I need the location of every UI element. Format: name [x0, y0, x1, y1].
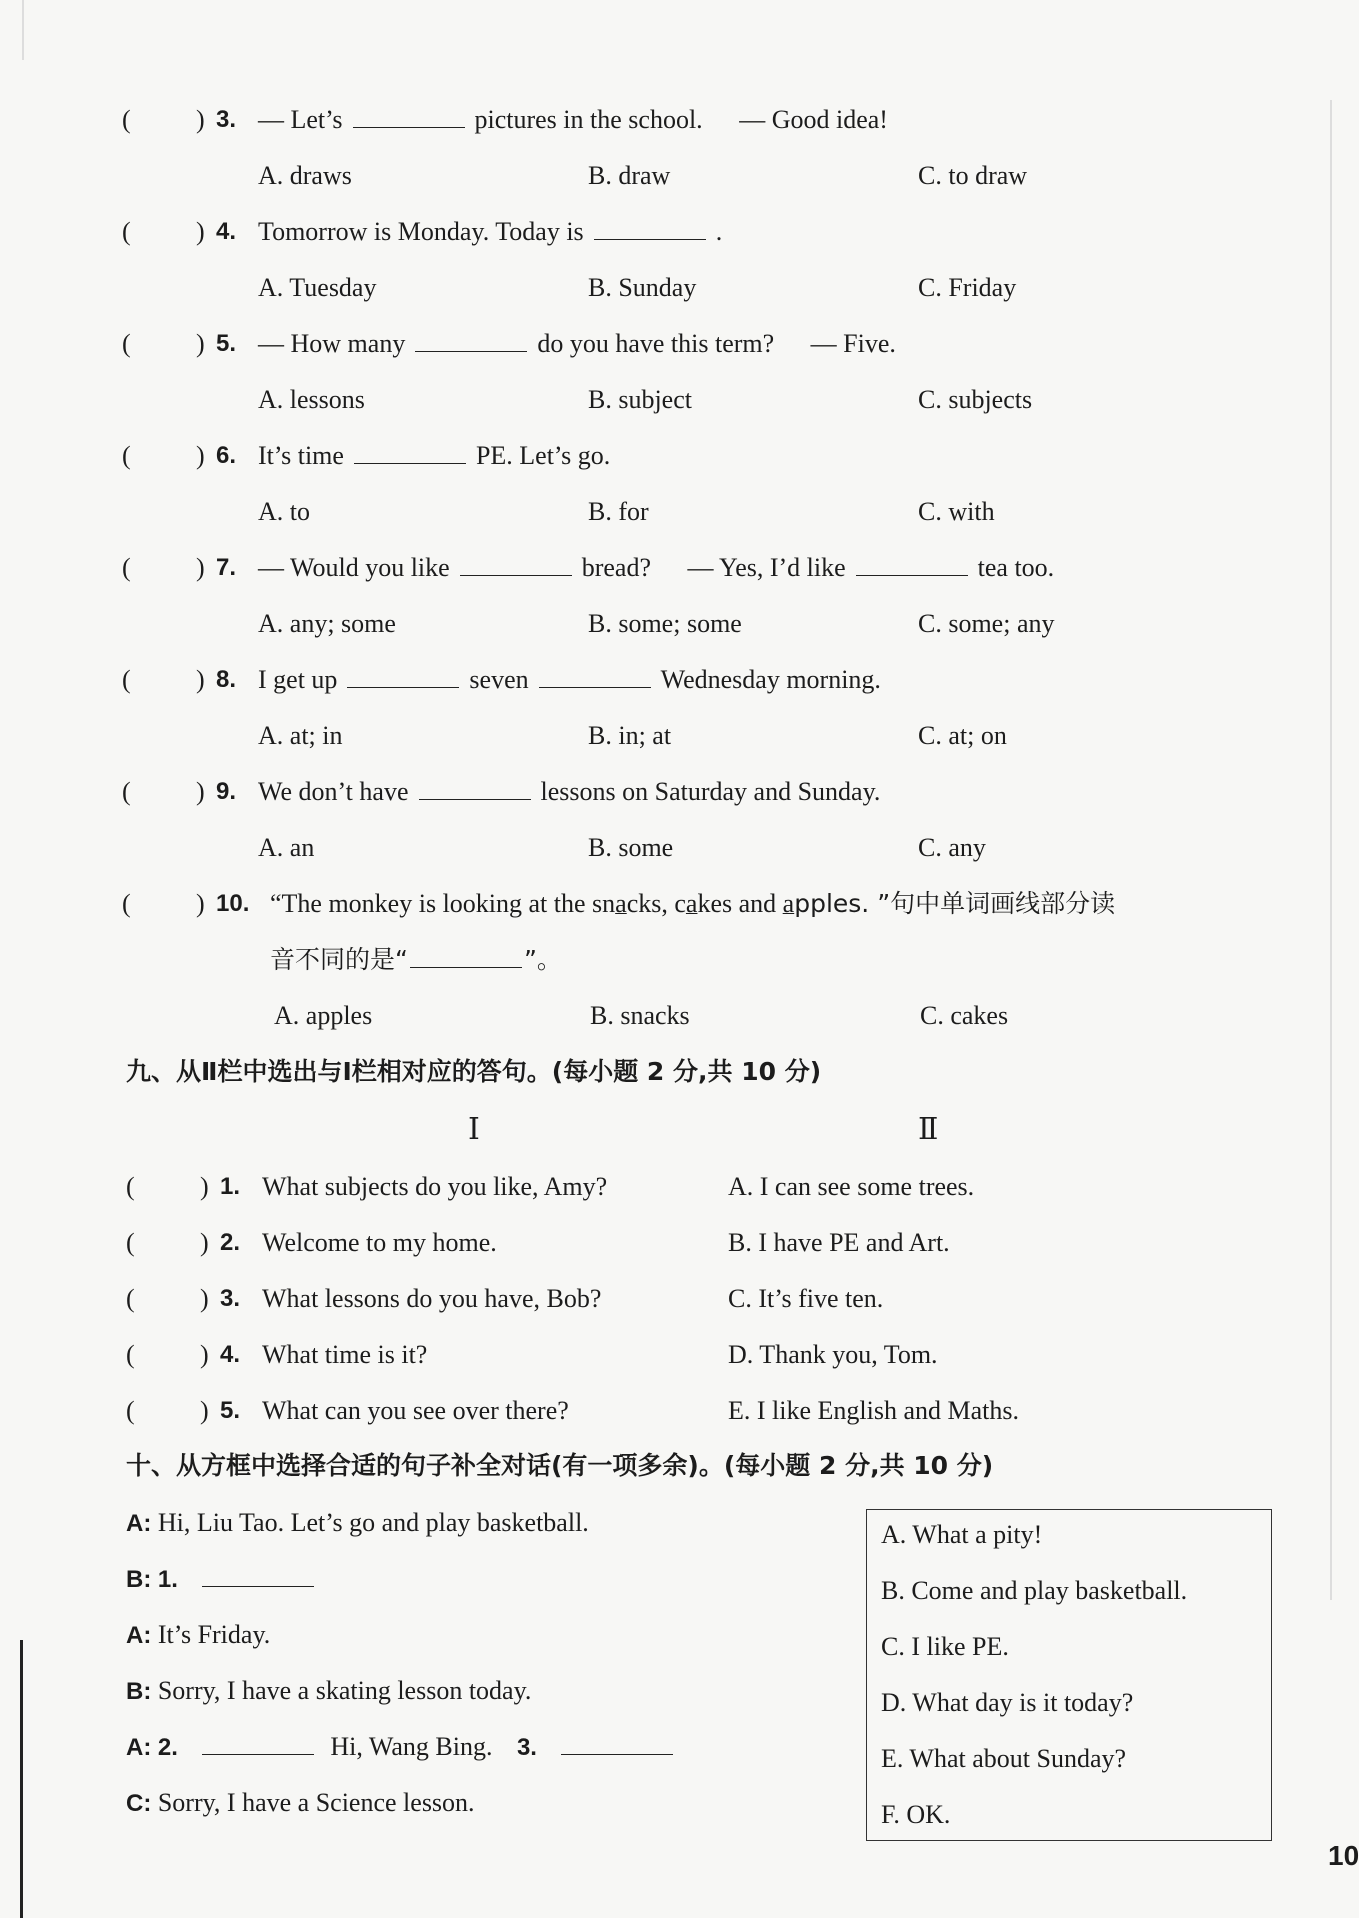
option-b: B. snacks — [590, 1001, 690, 1030]
question-text — [270, 887, 1115, 921]
answer-blank[interactable] — [353, 105, 465, 128]
option-c: C. some; any — [918, 609, 1055, 638]
answer-paren-open: ( — [126, 1396, 135, 1425]
option-a: A. to — [258, 497, 310, 526]
text-part: Tomorrow is Monday. Today is — [258, 217, 584, 246]
answer-paren-close: ) — [196, 441, 205, 470]
question-text: What lessons do you have, Bob? — [262, 1284, 602, 1313]
question-text — [258, 663, 881, 697]
text-part: 音不同的是“ — [270, 945, 408, 974]
speaker-label: C — [126, 1790, 144, 1817]
question-text — [258, 551, 1054, 585]
option-c: C. Friday — [918, 273, 1017, 302]
answer-paren-close: ) — [196, 889, 205, 918]
text-part: lessons on Saturday and Sunday. — [540, 777, 881, 806]
dialogue-text: Hi, Liu Tao. Let’s go and play basketball. — [157, 1508, 589, 1537]
dialogue-text: Sorry, I have a Science lesson. — [157, 1788, 475, 1817]
underlined-letter: a — [782, 889, 795, 918]
item-number: 5. — [220, 1397, 241, 1424]
option-b: B. subject — [588, 385, 692, 414]
section-9-title: 九、从Ⅱ栏中选出与Ⅰ栏相对应的答句。(每小题 2 分,共 10 分) — [126, 1057, 822, 1086]
answer-paren-close: ) — [196, 665, 205, 694]
answer-paren-open: ( — [122, 441, 131, 470]
speaker-colon: : — [143, 1790, 152, 1817]
answer-blank[interactable] — [354, 441, 466, 464]
text-part: cks, c — [626, 889, 686, 918]
question-text — [258, 327, 896, 361]
answer-paren-open: ( — [126, 1340, 135, 1369]
item-number: 4. — [220, 1341, 241, 1368]
question-text — [258, 103, 888, 137]
answer-paren-close: ) — [200, 1396, 209, 1425]
option-c: C. subjects — [918, 385, 1033, 414]
text-part: PE. Let’s go. — [475, 441, 611, 470]
option-c: C. to draw — [918, 161, 1028, 190]
binding-edge — [20, 1640, 23, 1918]
box-option-c: C. I like PE. — [881, 1632, 1009, 1661]
question-text — [258, 439, 610, 473]
answer-paren-close: ) — [200, 1228, 209, 1257]
column-2-heading: Ⅱ — [918, 1113, 939, 1146]
question-number: 4. — [216, 218, 237, 245]
speaker-colon: : — [143, 1678, 152, 1705]
text-part: Wednesday morning. — [660, 665, 881, 694]
question-number: 5. — [216, 330, 237, 357]
answer-paren-open: ( — [126, 1228, 135, 1257]
text-part: — How many — [258, 329, 406, 358]
answer-blank[interactable] — [202, 1564, 314, 1587]
answer-text: E. I like English and Maths. — [728, 1396, 1020, 1425]
text-part: — Would you like — [258, 553, 450, 582]
question-text — [258, 215, 722, 249]
answer-text: D. Thank you, Tom. — [728, 1340, 938, 1369]
option-a: A. Tuesday — [258, 273, 377, 302]
speaker-label: B — [126, 1566, 144, 1593]
answer-paren-open: ( — [126, 1172, 135, 1201]
box-option-b: B. Come and play basketball. — [881, 1576, 1188, 1605]
item-number: 2. — [220, 1229, 241, 1256]
answer-text: B. I have PE and Art. — [728, 1228, 950, 1257]
dialogue-text: Sorry, I have a skating lesson today. — [157, 1676, 532, 1705]
dialogue-line-2 — [126, 1562, 324, 1597]
text-part: pples. ”句中单词画线部分读 — [794, 889, 1116, 918]
box-option-e: E. What about Sunday? — [881, 1744, 1127, 1773]
speaker-label: A — [126, 1510, 144, 1537]
answer-paren-open: ( — [122, 553, 131, 582]
speaker-colon: : — [143, 1510, 152, 1537]
question-number: 9. — [216, 778, 237, 805]
question-number: 8. — [216, 666, 237, 693]
blank-number: 1. — [157, 1566, 178, 1593]
answer-blank[interactable] — [856, 553, 968, 576]
text-part: It’s time — [258, 441, 344, 470]
speaker-colon: : — [143, 1734, 152, 1761]
box-option-d: D. What day is it today? — [881, 1688, 1134, 1717]
answer-text: A. I can see some trees. — [728, 1172, 975, 1201]
question-text-line2 — [270, 943, 562, 977]
option-c: C. cakes — [920, 1001, 1009, 1030]
answer-paren-open: ( — [122, 217, 131, 246]
option-c: C. any — [918, 833, 986, 862]
blank-number: 3. — [516, 1734, 537, 1761]
text-part: seven — [469, 665, 529, 694]
dialogue-line-1 — [126, 1506, 589, 1541]
speaker-label: A — [126, 1734, 144, 1761]
answer-paren-close: ) — [200, 1340, 209, 1369]
text-part: ”。 — [523, 945, 562, 974]
option-a: A. draws — [258, 161, 352, 190]
question-text: What subjects do you like, Amy? — [262, 1172, 608, 1201]
question-text: What can you see over there? — [262, 1396, 569, 1425]
answer-paren-close: ) — [196, 217, 205, 246]
question-number: 3. — [216, 106, 237, 133]
text-part: — Let’s — [258, 105, 343, 134]
answer-blank[interactable] — [347, 665, 459, 688]
text-part: We don’t have — [258, 777, 409, 806]
answer-paren-close: ) — [196, 329, 205, 358]
dialogue-text: Hi, Wang Bing. — [330, 1732, 493, 1761]
option-a: A. lessons — [258, 385, 365, 414]
text-part: — Good idea! — [739, 105, 888, 134]
option-a: A. any; some — [258, 609, 396, 638]
answer-blank[interactable] — [202, 1732, 314, 1755]
column-1-heading: Ⅰ — [468, 1113, 480, 1146]
option-b: B. draw — [588, 161, 671, 190]
question-number: 10. — [216, 890, 250, 917]
section-10-title: 十、从方框中选择合适的句子补全对话(有一项多余)。(每小题 2 分,共 10 分) — [126, 1451, 994, 1480]
page-number: 10 — [1328, 1840, 1359, 1871]
option-b: B. Sunday — [588, 273, 697, 302]
dialogue-line-5 — [126, 1730, 683, 1765]
question-text: What time is it? — [262, 1340, 428, 1369]
dialogue-line-3 — [126, 1618, 270, 1653]
answer-paren-close: ) — [196, 553, 205, 582]
answer-paren-close: ) — [200, 1172, 209, 1201]
text-part: do you have this term? — [537, 329, 775, 358]
option-c: C. at; on — [918, 721, 1007, 750]
underlined-letter: a — [685, 889, 698, 918]
answer-blank[interactable] — [594, 217, 706, 240]
question-text: Welcome to my home. — [262, 1228, 497, 1257]
answer-paren-open: ( — [122, 889, 131, 918]
text-part: — Yes, I’d like — [687, 553, 846, 582]
answer-blank[interactable] — [539, 665, 651, 688]
text-part: tea too. — [977, 553, 1055, 582]
option-c: C. with — [918, 497, 995, 526]
text-part: pictures in the school. — [474, 105, 703, 134]
option-a: A. an — [258, 833, 315, 862]
underlined-letter: a — [615, 889, 627, 918]
answer-paren-close: ) — [196, 777, 205, 806]
text-part: kes and — [697, 889, 783, 918]
answer-paren-open: ( — [122, 329, 131, 358]
question-number: 6. — [216, 442, 237, 469]
speaker-colon: : — [143, 1622, 152, 1649]
scan-edge-right — [1330, 100, 1332, 1600]
text-part: — Five. — [810, 329, 896, 358]
answer-blank[interactable] — [419, 777, 531, 800]
answer-blank[interactable] — [415, 329, 527, 352]
dialogue-line-6 — [126, 1786, 475, 1821]
dialogue-text: It’s Friday. — [157, 1620, 271, 1649]
speaker-label: B — [126, 1678, 144, 1705]
item-number: 3. — [220, 1285, 241, 1312]
option-b: B. some; some — [588, 609, 742, 638]
answer-blank[interactable] — [410, 945, 522, 968]
answer-paren-open: ( — [122, 777, 131, 806]
answer-paren-close: ) — [196, 105, 205, 134]
box-option-a: A. What a pity! — [881, 1520, 1043, 1549]
answer-paren-open: ( — [122, 665, 131, 694]
speaker-colon: : — [143, 1566, 152, 1593]
text-part: bread? — [581, 553, 651, 582]
answer-blank[interactable] — [561, 1732, 673, 1755]
item-number: 1. — [220, 1173, 241, 1200]
question-text — [258, 775, 880, 809]
text-part: “The monkey is looking at the sn — [270, 889, 616, 918]
blank-number: 2. — [157, 1734, 178, 1761]
option-b: B. for — [588, 497, 649, 526]
box-option-f: F. OK. — [881, 1800, 951, 1829]
text-part: . — [715, 217, 723, 246]
answer-text: C. It’s five ten. — [728, 1284, 884, 1313]
option-b: B. in; at — [588, 721, 672, 750]
dialogue-line-4 — [126, 1674, 531, 1709]
option-a: A. apples — [274, 1001, 373, 1030]
choice-box — [866, 1509, 1272, 1841]
answer-paren-open: ( — [126, 1284, 135, 1313]
option-a: A. at; in — [258, 721, 343, 750]
text-part: I get up — [258, 665, 338, 694]
scan-edge-top — [22, 0, 24, 60]
question-number: 7. — [216, 554, 237, 581]
answer-paren-open: ( — [122, 105, 131, 134]
answer-paren-close: ) — [200, 1284, 209, 1313]
option-b: B. some — [588, 833, 674, 862]
speaker-label: A — [126, 1622, 144, 1649]
answer-blank[interactable] — [460, 553, 572, 576]
